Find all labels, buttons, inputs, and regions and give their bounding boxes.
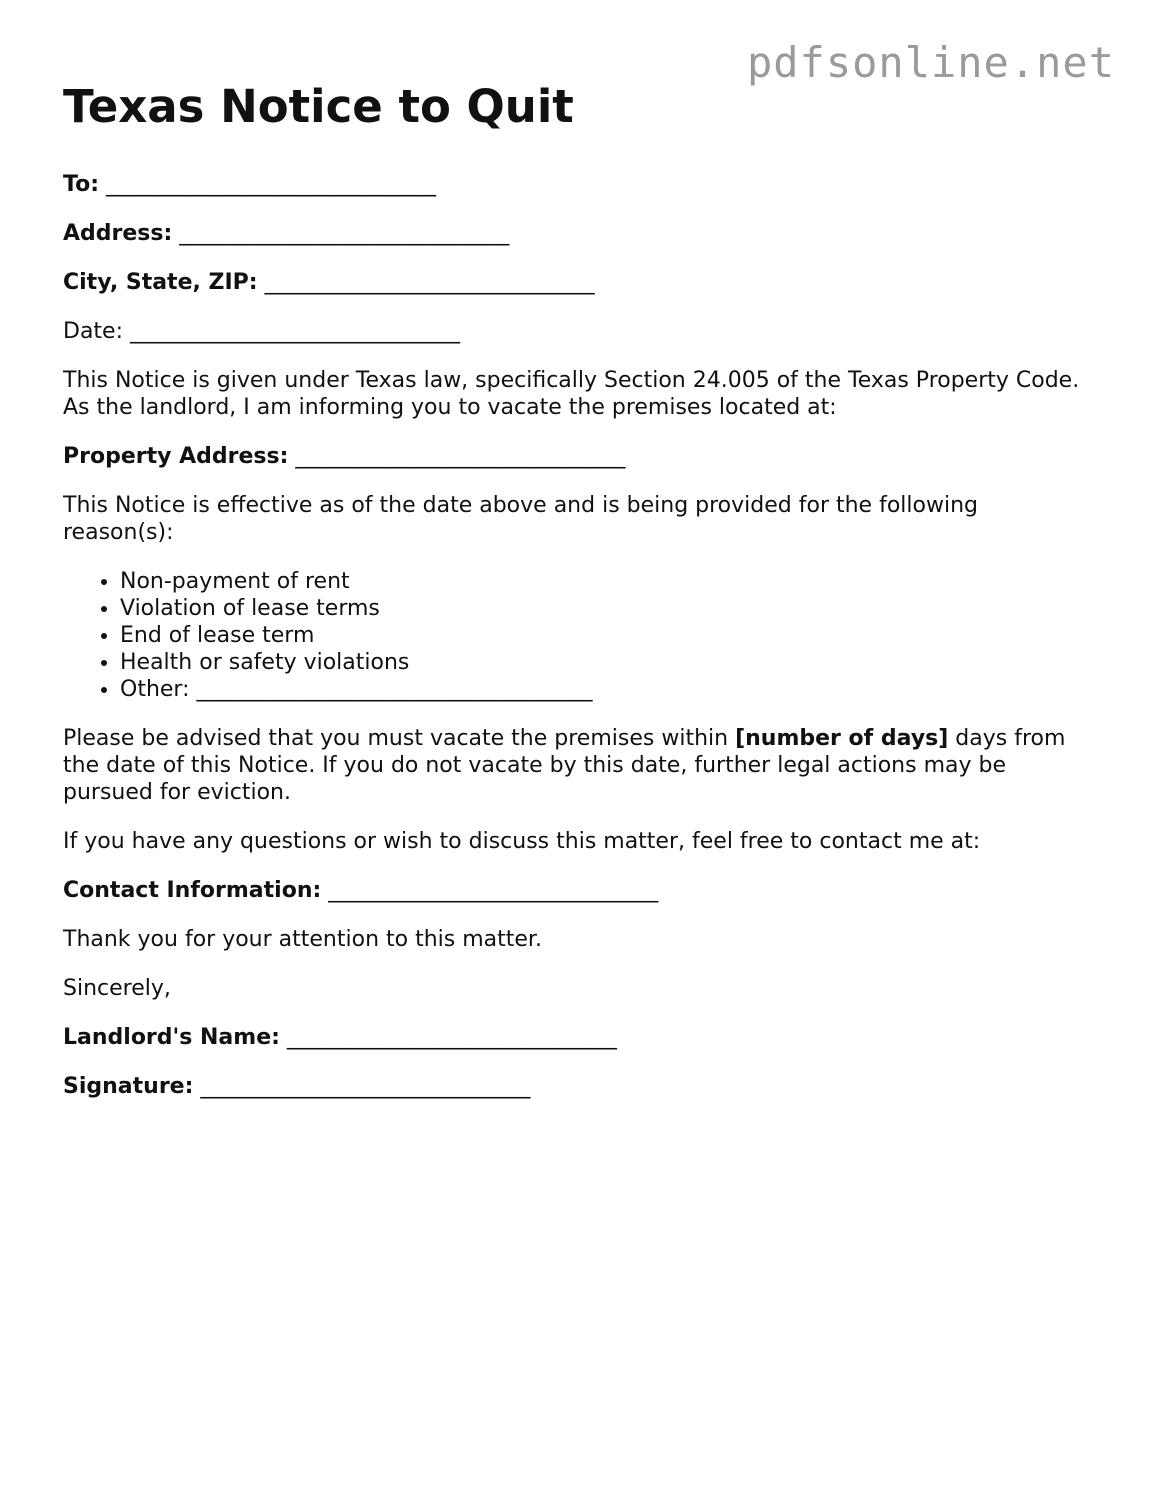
reason-item: • End of lease term xyxy=(120,622,1093,649)
property-address-line xyxy=(63,443,1093,470)
landlord-name-label: Landlord's Name: xyxy=(63,1025,280,1050)
document-page xyxy=(63,76,1093,1122)
closing: Sincerely, xyxy=(63,976,171,1001)
city-state-zip-blank: ______________________________ xyxy=(264,270,595,295)
address-label: Address: xyxy=(63,221,173,246)
number-of-days-placeholder: [number of days] xyxy=(735,726,949,751)
thanks-paragraph: Thank you for your attention to this matter. xyxy=(63,927,542,952)
landlord-name-blank: ______________________________ xyxy=(286,1025,617,1050)
intro-paragraph: This Notice is given under Texas law, specifically Section 24.005 of the Texas Property Code. As the landlord, I am informing you to vacate the premises located at: xyxy=(63,368,1080,420)
city-state-zip-line xyxy=(63,269,1093,296)
landlord-name-line xyxy=(63,1024,1093,1051)
date-label: Date: xyxy=(63,319,123,344)
signature-blank: ______________________________ xyxy=(200,1074,531,1099)
watermark: pdfsonline.net xyxy=(746,38,1115,87)
signature-label: Signature: xyxy=(63,1074,194,1099)
city-state-zip-label: City, State, ZIP: xyxy=(63,270,258,295)
questions-paragraph: If you have any questions or wish to discuss this matter, feel free to contact me at: xyxy=(63,829,981,854)
page-title: Texas Notice to Quit xyxy=(63,80,574,133)
to-blank: ______________________________ xyxy=(106,172,436,197)
to-line xyxy=(63,171,1093,198)
property-address-blank: ______________________________ xyxy=(295,444,626,469)
address-blank: ______________________________ xyxy=(179,221,510,246)
contact-information-blank: ______________________________ xyxy=(328,878,659,903)
date-line xyxy=(63,318,1093,345)
contact-information-line xyxy=(63,877,1093,904)
signature-line xyxy=(63,1073,1093,1100)
reason-item: • Health or safety violations xyxy=(120,649,1093,676)
address-line xyxy=(63,220,1093,247)
reason-item: • Violation of lease terms xyxy=(120,595,1093,622)
property-address-label: Property Address: xyxy=(63,444,289,469)
to-label: To: xyxy=(63,172,99,197)
advisory-paragraph xyxy=(63,725,1093,806)
reason-item: • Non-payment of rent xyxy=(120,568,1093,595)
reasons-list xyxy=(63,568,1093,703)
advisory-after: days from the date of this Notice. If you do not vacate by this date, further legal actions may be pursued for eviction. xyxy=(63,726,1066,805)
date-blank: ______________________________ xyxy=(130,319,460,344)
reasons-intro: This Notice is effective as of the date above and is being provided for the following reason(s): xyxy=(63,493,978,545)
reason-item: • Other: ____________________________________ xyxy=(120,676,1093,703)
contact-information-label: Contact Information: xyxy=(63,878,322,903)
advisory-before: Please be advised that you must vacate the premises within xyxy=(63,726,736,751)
